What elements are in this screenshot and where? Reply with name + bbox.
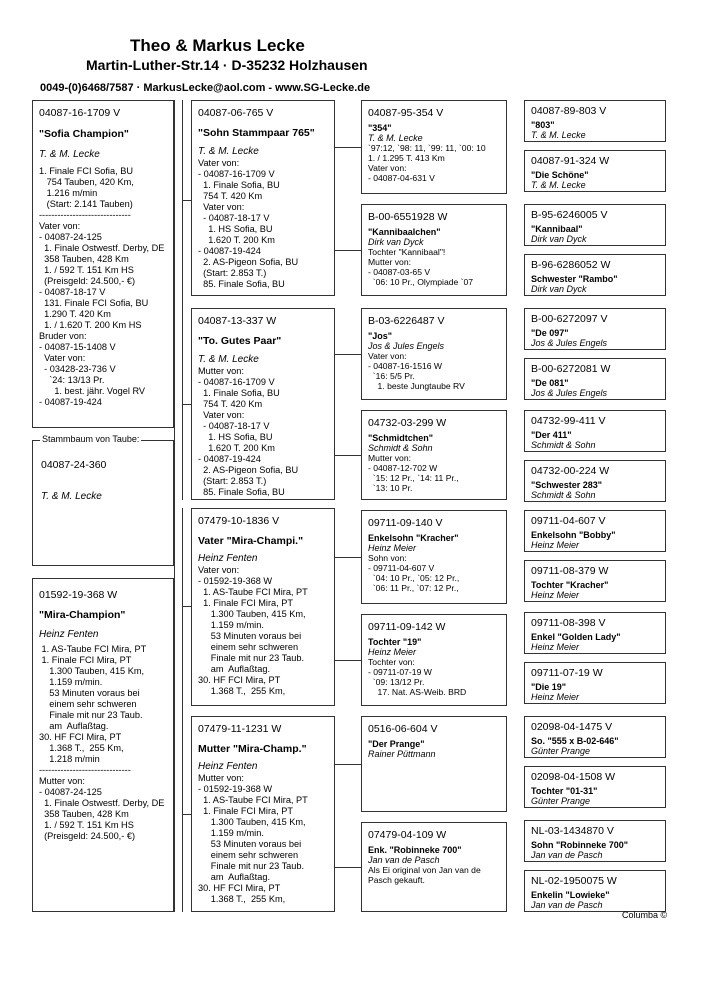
gggp-name: "Der 411" [531,430,572,440]
gggp-box [524,716,666,758]
gggp-name: Tochter "01-31" [531,786,598,796]
sire-ring: 04087-16-1709 V [39,107,121,119]
gggp-box [524,510,666,552]
ggp2-owner: Dirk van Dyck [368,237,424,247]
sire-name: "Sofia Champion" [39,128,129,140]
detail-line: 1. AS-Taube FCI Mira, PT [39,644,147,654]
detail-line: 53 Minuten voraus bei [39,688,140,698]
gggp-box [524,308,666,350]
detail-line: - 04087-19-424 [198,246,261,256]
detail-line: 1. AS-Taube FCI Mira, PT [198,587,308,597]
gggp-owner: Günter Prange [531,746,591,756]
ggp8-details [368,865,500,885]
detail-line: 1.216 m/min [39,188,98,198]
detail-line: 1.300 Tauben, 415 Km, [39,666,145,676]
gggp-box [524,766,666,808]
ggp6-ring: 09711-09-142 W [368,621,446,633]
gggp-box [524,460,666,502]
detail-line: 1. HS Sofia, BU [198,224,273,234]
detail-line: (Preisgeld: 24.500,- €) [39,276,136,286]
gggp-ring: 09711-08-379 W [531,565,609,577]
detail-line: 1. Finale Sofia, BU [198,180,280,190]
detail-line: `06: 11 Pr., `07: 12 Pr., [368,583,459,593]
gggp-ring: 09711-07-19 W [531,667,603,679]
gggp-name: Enkelin "Lowieke" [531,890,610,900]
detail-line: 1. Finale Sofia, BU [198,388,280,398]
gp2-details [198,366,328,498]
gp4-details [198,773,328,905]
gp4-ring: 07479-11-1231 W [198,723,282,735]
gp4-name: Mutter "Mira-Champ." [198,743,307,755]
connector-line [335,250,361,251]
detail-line: 754 T. 420 Km [198,399,263,409]
gggp-owner: Jan van de Pasch [531,900,603,910]
ggp1-box [361,100,507,194]
detail-line: Finale mit nur 23 Taub. [198,861,305,871]
detail-line: Tochter von: [368,657,415,667]
detail-line: 1. Finale Ostwestf. Derby, DE [39,243,165,253]
detail-line: `06: 10 Pr., Olympiade `07 [368,277,474,287]
ggp5-name: Enkelsohn "Kracher" [368,533,459,543]
connector-line [182,814,191,815]
gggp-box [524,358,666,400]
pedigree-label: Stammbaum von Taube: [42,434,140,444]
detail-line: - 04087-15-1408 V [39,342,116,352]
detail-line: einem sehr schweren [39,699,137,709]
detail-line: 1. / 1.295 T. 413 Km [368,153,445,163]
detail-line: - 04087-19-424 [198,454,261,464]
detail-line: Bruder von: [39,331,87,341]
detail-line: - 04087-03-65 V [368,267,431,277]
detail-line: 1.620 T. 200 Km [198,235,275,245]
detail-line: Finale mit nur 23 Taub. [39,710,143,720]
detail-line: 754 Tauben, 420 Km, [39,177,134,187]
dam-owner: Heinz Fenten [39,629,99,640]
detail-line: Tochter "Kannibaal"! [368,247,446,257]
gggp-ring: B-00-6272097 V [531,313,608,325]
gggp-name: "Schwester 283" [531,480,603,490]
detail-line: Vater von: [198,202,245,212]
gggp-ring: 04732-99-411 V [531,415,606,427]
gggp-name: "Die Schöne" [531,170,589,180]
detail-line: ------------------------------ [39,210,131,220]
ggp3-name: "Jos" [368,331,393,341]
ggp8-owner: Jan van de Pasch [368,855,440,865]
ggp3-ring: B-03-6226487 V [368,315,445,327]
detail-line: 1.300 Tauben, 415 Km, [198,609,306,619]
detail-line: 1.218 m/min [39,754,100,764]
ggp7-box [361,716,507,812]
connector-line [335,147,361,148]
dam-box [32,578,174,912]
detail-line: - 04087-18-17 V [198,421,270,431]
connector-line [182,404,191,405]
detail-line: 1.159 m/min. [198,828,264,838]
detail-line: Mutter von: [368,453,411,463]
detail-line: - 04087-24-125 [39,232,102,242]
detail-line: 1. HS Sofia, BU [198,432,273,442]
footer-credit: Columba © [622,910,668,920]
detail-line: Vater von: [198,565,240,575]
ggp5-ring: 09711-09-140 V [368,517,443,529]
ggp1-ring: 04087-95-354 V [368,107,444,119]
gp3-ring: 07479-10-1836 V [198,515,280,527]
gggp-box [524,870,666,912]
granddam-paternal-box [191,308,335,500]
detail-line: - 04087-24-125 [39,787,102,797]
detail-line: - 09711-07-19 W [368,667,432,677]
detail-line: - 04087-16-1709 V [198,169,275,179]
detail-line: 358 Tauben, 428 Km [39,254,129,264]
gggp-ring: 09711-08-398 V [531,617,606,629]
gggp-owner: Dirk van Dyck [531,284,587,294]
gggp-owner: Schmidt & Sohn [531,490,596,500]
detail-line: am Auflaßtag. [198,872,271,882]
detail-line: 1. Finale Ostwestf. Derby, DE [39,798,165,808]
detail-line: - 04087-18-17 V [198,213,270,223]
ggp4-ring: 04732-03-299 W [368,417,447,429]
detail-line: 30. HF FCI Mira, PT [198,675,281,685]
breeder-address: Martin-Luther-Str.14 · D-35232 Holzhausen [86,57,368,73]
detail-line: Vater von: [39,221,81,231]
gggp-ring: 09711-04-607 V [531,515,606,527]
ggp6-owner: Heinz Meier [368,647,417,657]
detail-line: Mutter von: [198,366,244,376]
sire-owner: T. & M. Lecke [39,149,100,160]
detail-line: - 04087-16-1709 V [198,377,275,387]
granddam-maternal-box [191,716,335,912]
ggp6-name: Tochter "19" [368,637,422,647]
gggp-ring: B-96-6286052 W [531,259,611,271]
gggp-ring: NL-02-1950075 W [531,875,617,887]
connector-line [335,557,361,558]
detail-line: `09: 13/12 Pr. [368,677,425,687]
gggp-box [524,100,666,142]
gggp-owner: T. & M. Lecke [531,180,586,190]
ggp3-box [361,308,507,400]
gggp-owner: Heinz Meier [531,540,580,550]
grandsire-maternal-box [191,508,335,706]
detail-line: 1.159 m/min. [39,677,103,687]
ggp5-box [361,510,507,604]
gggp-name: "Kannibaal" [531,224,583,234]
gp3-name: Vater "Mira-Champi." [198,535,304,547]
gggp-owner: Jos & Jules Engels [531,338,608,348]
detail-line: 1.368 T., 255 Km, [39,743,124,753]
ggp8-name: Enk. "Robinneke 700" [368,845,462,855]
detail-line: 1. Finale FCI Mira, PT [198,598,293,608]
detail-line: (Start: 2.853 T.) [198,476,267,486]
gggp-owner: Heinz Meier [531,642,580,652]
ggp7-name: "Der Prange" [368,739,425,749]
gggp-box [524,560,666,602]
gggp-box [524,662,666,704]
detail-line: - 04087-04-631 V [368,173,435,183]
detail-line: 1.368 T., 255 Km, [198,686,286,696]
detail-line: `13: 10 Pr. [368,483,413,493]
gggp-box [524,254,666,296]
gggp-box [524,612,666,654]
breeder-name: Theo & Markus Lecke [130,36,305,55]
gp2-ring: 04087-13-337 W [198,315,277,327]
subject-box [32,440,174,566]
subject-ring: 04087-24-360 [41,459,107,471]
detail-line: 1. best. jähr. Vogel RV [39,386,146,396]
ggp4-box [361,410,507,500]
detail-line: 1.300 Tauben, 415 Km, [198,817,306,827]
gggp-owner: Günter Prange [531,796,591,806]
detail-line: - 04087-16-1516 W [368,361,443,371]
detail-line: Mutter von: [198,773,244,783]
detail-line: 1. / 592 T. 151 Km HS [39,265,134,275]
detail-line: 1. / 592 T. 151 Km HS [39,820,134,830]
gggp-name: "Die 19" [531,682,567,692]
gggp-name: "De 097" [531,328,569,338]
detail-line: - 09711-04-607 V [368,563,435,573]
detail-line: Mutter von: [39,776,85,786]
ggp3-owner: Jos & Jules Engels [368,341,445,351]
gggp-box [524,410,666,452]
gggp-ring: 04087-91-324 W [531,155,610,167]
detail-line: Vater von: [368,163,407,173]
gp3-owner: Heinz Fenten [198,553,258,564]
gggp-name: Sohn "Robinneke 700" [531,840,629,850]
gggp-owner: Schmidt & Sohn [531,440,596,450]
detail-line: 53 Minuten voraus bei [198,839,302,849]
detail-line: Vater von: [39,353,86,363]
detail-line: Vater von: [368,351,407,361]
gp2-owner: T. & M. Lecke [198,354,259,365]
grandsire-paternal-box [191,100,335,296]
ggp4-owner: Schmidt & Sohn [368,443,433,453]
connector-line [335,455,361,456]
ggp7-ring: 0516-06-604 V [368,723,438,735]
ggp1-owner: T. & M. Lecke [368,133,423,143]
detail-line: - 01592-19-368 W [198,784,273,794]
sire-details [39,166,167,408]
ggp5-owner: Heinz Meier [368,543,417,553]
gggp-name: Enkelsohn "Bobby" [531,530,616,540]
detail-line: (Preisgeld: 24.500,- €) [39,831,136,841]
connector-line [182,100,183,500]
ggp8-box [361,822,507,912]
ggp1-details [368,143,500,183]
gggp-owner: Heinz Meier [531,590,580,600]
gggp-owner: Jos & Jules Engels [531,388,608,398]
detail-line: 30. HF FCI Mira, PT [198,883,281,893]
detail-line: 1. / 1.620 T. 200 Km HS [39,320,142,330]
detail-line: 17. Nat. AS-Weib. BRD [368,687,467,697]
detail-line: 1. AS-Taube FCI Mira, PT [198,795,308,805]
detail-line: 131. Finale FCI Sofia, BU [39,298,149,308]
detail-line: einem sehr schweren [198,642,299,652]
detail-line: Als Ei original von Jan van de [368,865,481,875]
detail-line: 1. Finale FCI Mira, PT [39,655,132,665]
gggp-owner: Heinz Meier [531,692,580,702]
dam-details [39,644,167,842]
detail-line: Sohn von: [368,553,407,563]
detail-line: 1. Finale FCI Mira, PT [198,806,293,816]
gp2-name: "To. Gutes Paar" [198,335,282,347]
connector-line [182,508,183,912]
detail-line: ------------------------------ [39,765,131,775]
detail-line: 85. Finale Sofia, BU [198,279,285,289]
contact-line: 0049-(0)6468/7587 · MarkusLecke@aol.com - www.SG-Lecke.de [40,82,371,94]
connector-line [174,100,175,912]
detail-line: 1. Finale FCI Sofia, BU [39,166,133,176]
gggp-ring: B-95-6246005 V [531,209,608,221]
gggp-name: So. "555 x B-02-646" [531,736,619,746]
detail-line: 1.620 T. 200 Km [198,443,275,453]
connector-line [335,354,361,355]
detail-line: am Auflaßtag. [39,721,109,731]
gggp-ring: 04732-00-224 W [531,465,610,477]
breeder-contact [40,82,707,94]
ggp8-ring: 07479-04-109 W [368,829,447,841]
ggp2-details [368,247,500,287]
detail-line: 53 Minuten voraus bei [198,631,302,641]
connector-line [335,660,361,661]
detail-line: `15: 12 Pr., `14: 11 Pr., [368,473,459,483]
gggp-ring: NL-03-1434870 V [531,825,614,837]
gggp-owner: T. & M. Lecke [531,130,586,140]
gp1-name: "Sohn Stammpaar 765" [198,127,315,139]
ggp6-box [361,614,507,706]
connector-line [182,606,191,607]
detail-line: Vater von: [198,158,240,168]
sire-box [32,100,174,428]
detail-line: 1.368 T., 255 Km, [198,894,286,904]
gggp-name: Tochter "Kracher" [531,580,609,590]
detail-line: - 04087-18-17 V [39,287,106,297]
ggp3-details [368,351,500,391]
gp3-details [198,565,328,697]
detail-line: (Start: 2.141 Tauben) [39,199,133,209]
ggp2-ring: B-00-6551928 W [368,211,448,223]
detail-line: (Start: 2.853 T.) [198,268,267,278]
detail-line: `04: 10 Pr., `05: 12 Pr., [368,573,460,583]
detail-line: 358 Tauben, 428 Km [39,809,129,819]
gggp-ring: 04087-89-803 V [531,105,607,117]
detail-line: `16: 5/5 Pr. [368,371,415,381]
detail-line: Mutter von: [368,257,411,267]
connector-line [182,200,191,201]
detail-line: 2. AS-Pigeon Sofia, BU [198,257,299,267]
dam-ring: 01592-19-368 W [39,589,118,601]
gggp-name: Enkel "Golden Lady" [531,632,621,642]
gggp-box [524,820,666,862]
detail-line: Vater von: [198,410,245,420]
ggp5-details [368,553,500,593]
gp1-ring: 04087-06-765 V [198,107,274,119]
detail-line: - 01592-19-368 W [198,576,273,586]
detail-line: einem sehr schweren [198,850,299,860]
ggp2-box [361,204,507,296]
detail-line: am Auflaßtag. [198,664,271,674]
gggp-name: "803" [531,120,555,130]
gggp-box [524,204,666,246]
detail-line: Pasch gekauft. [368,875,425,885]
ggp1-name: "354" [368,123,392,133]
gp1-owner: T. & M. Lecke [198,146,259,157]
detail-line: Finale mit nur 23 Taub. [198,653,305,663]
detail-line: 30. HF FCI Mira, PT [39,732,122,742]
gggp-ring: 02098-04-1508 W [531,771,616,783]
gggp-name: Schwester "Rambo" [531,274,618,284]
gggp-name: "De 081" [531,378,569,388]
gggp-ring: B-00-6272081 W [531,363,611,375]
dam-name: "Mira-Champion" [39,609,126,621]
detail-line: 85. Finale Sofia, BU [198,487,285,497]
ggp4-name: "Schmidtchen" [368,433,434,443]
detail-line: - 04087-19-424 [39,397,102,407]
detail-line: 1.290 T. 420 Km [39,309,111,319]
gggp-owner: Dirk van Dyck [531,234,587,244]
detail-line: - 04087-12-702 W [368,463,438,473]
subject-owner: T. & M. Lecke [41,491,102,502]
ggp7-owner: Rainer Püttmann [368,749,436,759]
detail-line: `97:12, `98: 11, `99: 11, `00: 10 [368,143,486,153]
ggp4-details [368,453,500,493]
gp4-owner: Heinz Fenten [198,761,258,772]
detail-line: `24: 13/13 Pr. [39,375,105,385]
ggp2-name: "Kannibaalchen" [368,227,441,237]
gggp-owner: Jan van de Pasch [531,850,603,860]
detail-line: 754 T. 420 Km [198,191,263,201]
detail-line: 1.159 m/min. [198,620,264,630]
ggp6-details [368,657,500,697]
gp1-details [198,158,328,290]
gggp-box [524,150,666,192]
connector-line [335,764,361,765]
connector-line [335,867,361,868]
detail-line: 1. beste Jungtaube RV [368,381,465,391]
detail-line: - 03428-23-736 V [39,364,116,374]
gggp-ring: 02098-04-1475 V [531,721,613,733]
detail-line: 2. AS-Pigeon Sofia, BU [198,465,299,475]
